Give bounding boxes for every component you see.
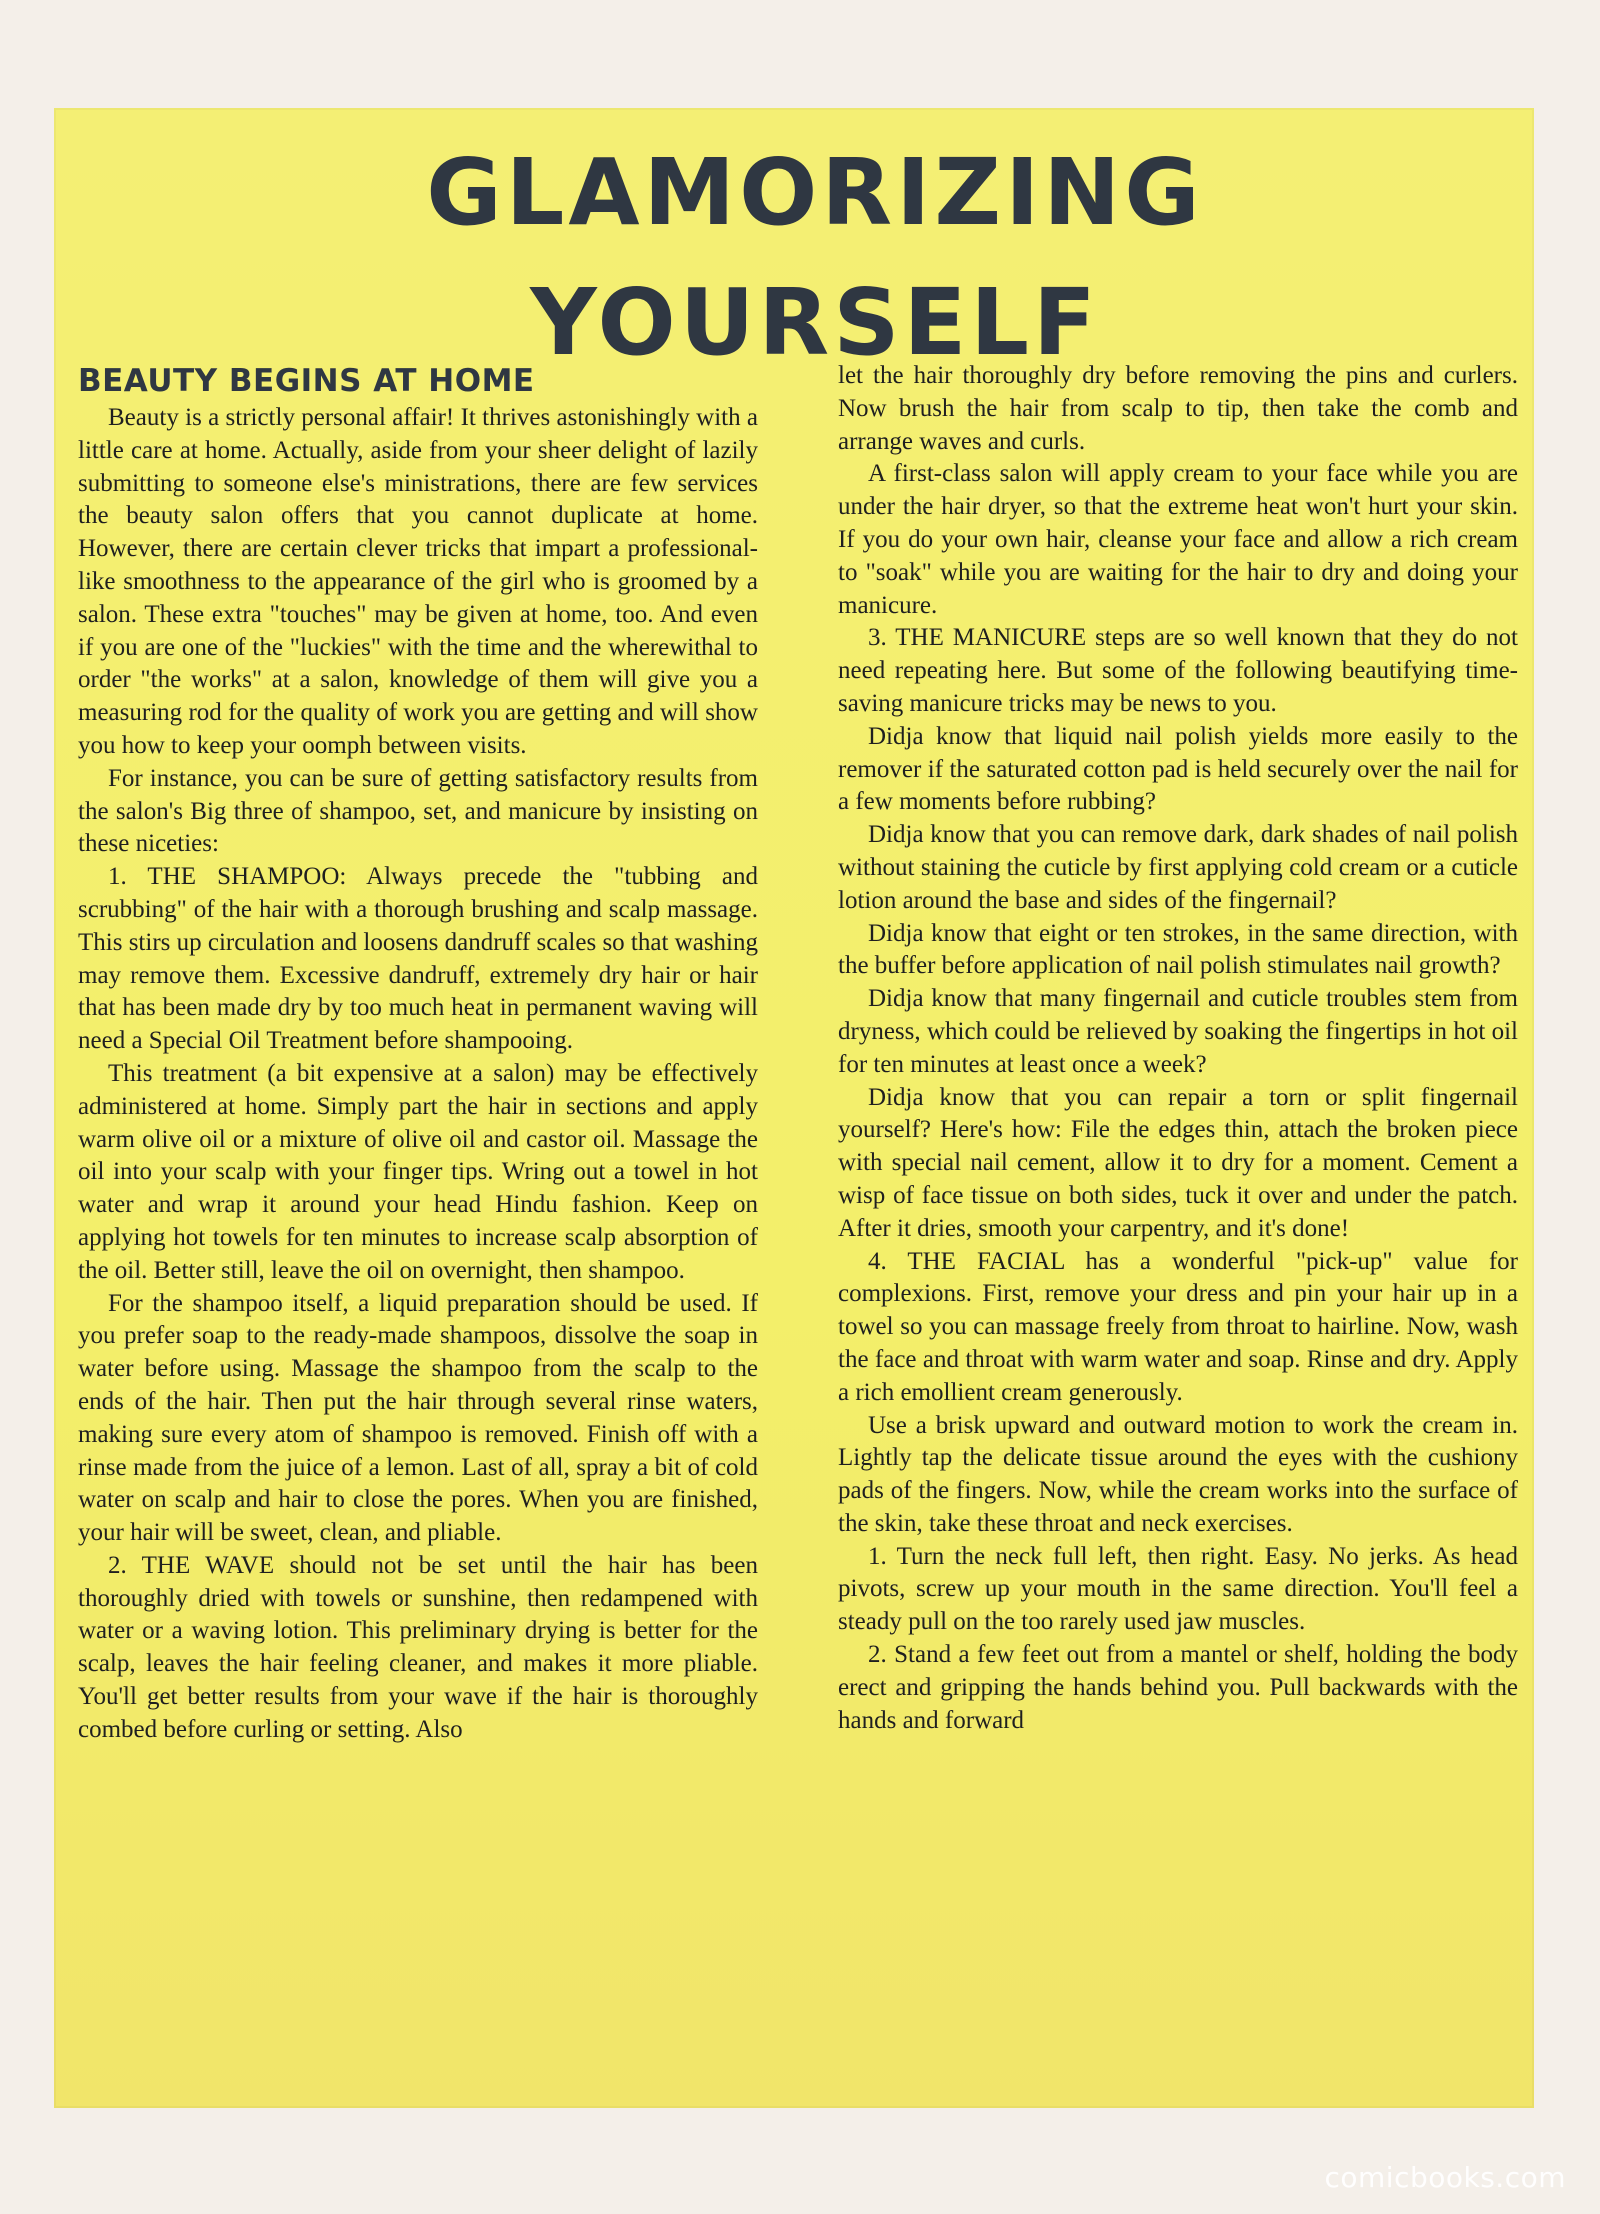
paragraph: A first-class salon will apply cream to your face while you are under the hair dryer, so that the extreme heat won't hurt your skin. If you do your own hair, cleanse your face and allow a rich cream to "soak" while you are waiting for the hair to dry and doing your manicure. — [838, 460, 1518, 619]
paragraph: 3. THE MANICURE steps are so well known that they do not need repeating here. But some of the following beautifying time-saving manicure tricks may be news to you. — [838, 624, 1518, 717]
paragraph: Didja know that you can repair a torn or split fingernail yourself? Here's how: File the edges thin, attach the broken piece with special nail cement, allow it to dry for a moment. Cement a wisp of face tissue on both sides, tuck it over and under the patch. After it dries, smooth your carpentry, and it's done! — [838, 1083, 1518, 1242]
paragraph: For instance, you can be sure of getting satisfactory results from the salon's Big three of shampoo, set, and manicure by insisting on these niceties: — [78, 764, 758, 858]
paragraph: let the hair thoroughly dry before removing the pins and curlers. Now brush the hair from scalp to tip, then take the comb and arrange waves and curls. — [838, 362, 1518, 455]
paragraph: 2. THE WAVE should not be set until the hair has been thoroughly dried with towels or sunshine, then redampened with water or a waving lotion. This preliminary drying is better for the scalp, leaves the hair feeling cleaner, and makes it more pliable. You'll get better results from your wave if the hair is thoroughly combed before curling or setting. Also — [78, 1551, 758, 1743]
paragraph: Didja know that many fingernail and cuticle troubles stem from dryness, which could be relieved by soaking the fingertips in hot oil for ten minutes at least once a week? — [838, 985, 1518, 1078]
paragraph: Didja know that liquid nail polish yields more easily to the remover if the saturated cotton pad is held securely over the nail for a few moments before rubbing? — [838, 722, 1518, 816]
paragraph: Beauty is a strictly personal affair! It thrives astonishingly with a little care at home. Actually, aside from your sheer delight of lazily submitting to someone else's ministrations, there are few services the beauty salon offers that you cannot duplicate at home. However, there are certain clever tricks that impart a professional-like smoothness to the appearance of the girl who is groomed by a salon. These extra "touches" may be given at home, too. And even if you are one of the "luckies" with the time and the wherewithal to order "the works" at a salon, knowledge of them will give you a measuring rod for the quality of work you are getting and will show you how to keep your oomph between visits. — [78, 404, 758, 759]
paragraph: For the shampoo itself, a liquid preparation should be used. If you prefer soap to the ready-made shampoos, dissolve the soap in water before using. Massage the shampoo from the scalp to the ends of the hair. Then put the hair through several rinse waters, making sure every atom of shampoo is removed. Finish off with a rinse made from the juice of a lemon. Last of all, spray a bit of cold water on scalp and hair to close the pores. When you are finished, your hair will be sweet, clean, and pliable. — [78, 1289, 758, 1547]
paragraph: Didja know that eight or ten strokes, in the same direction, with the buffer before application of nail polish stimulates nail growth? — [838, 919, 1518, 980]
paragraph: Didja know that you can remove dark, dark shades of nail polish without staining the cuticle by first applying cold cream or a cuticle lotion around the base and sides of the fingernail? — [838, 821, 1518, 914]
paragraph: This treatment (a bit expensive at a salon) may be effectively administered at home. Simply part the hair in sections and apply warm olive oil or a mixture of olive oil and castor oil. Massage the oil into your scalp with your finger tips. Wring out a towel in hot water and wrap it around your head Hindu fashion. Keep on applying hot towels for ten minutes to increase scalp absorption of the oil. Better still, leave the oil on overnight, then shampoo. — [78, 1059, 758, 1284]
paragraph: 1. Turn the neck full left, then right. Easy. No jerks. As head pivots, screw up your mouth in the same direction. You'll feel a steady pull on the too rarely used jaw muscles. — [838, 1542, 1518, 1636]
paragraph: 4. THE FACIAL has a wonderful "pick-up" value for complexions. First, remove your dress and pin your hair up in a towel so you can massage freely from throat to hairline. Now, wash the face and throat with warm water and soap. Rinse and dry. Apply a rich emollient cream generously. — [838, 1247, 1518, 1406]
section-heading: BEAUTY BEGINS AT HOME — [78, 363, 535, 399]
paragraph: 1. THE SHAMPOO: Always precede the "tubbing and scrubbing" of the hair with a thorough brushing and scalp massage. This stirs up circulation and loosens dandruff scales so that washing may remove them. Excessive dandruff, extremely dry hair or hair that has been made dry by too much heat in permanent waving will need a Special Oil Treatment before shampooing. — [78, 863, 758, 1055]
page-title: GLAMORIZING YOURSELF — [426, 139, 1204, 376]
left-column — [78, 360, 758, 2110]
paragraph: 2. Stand a few feet out from a mantel or shelf, holding the body erect and gripping the hands behind you. Pull backwards with the hands and forward — [838, 1641, 1518, 1734]
right-column — [838, 360, 1518, 2110]
watermark: comicbooks.com — [1324, 2161, 1566, 2194]
paragraph: Use a brisk upward and outward motion to work the cream in. Lightly tap the delicate tissue around the eyes with the cushiony pads of the fingers. Now, while the cream works into the surface of the skin, take these throat and neck exercises. — [838, 1411, 1518, 1537]
